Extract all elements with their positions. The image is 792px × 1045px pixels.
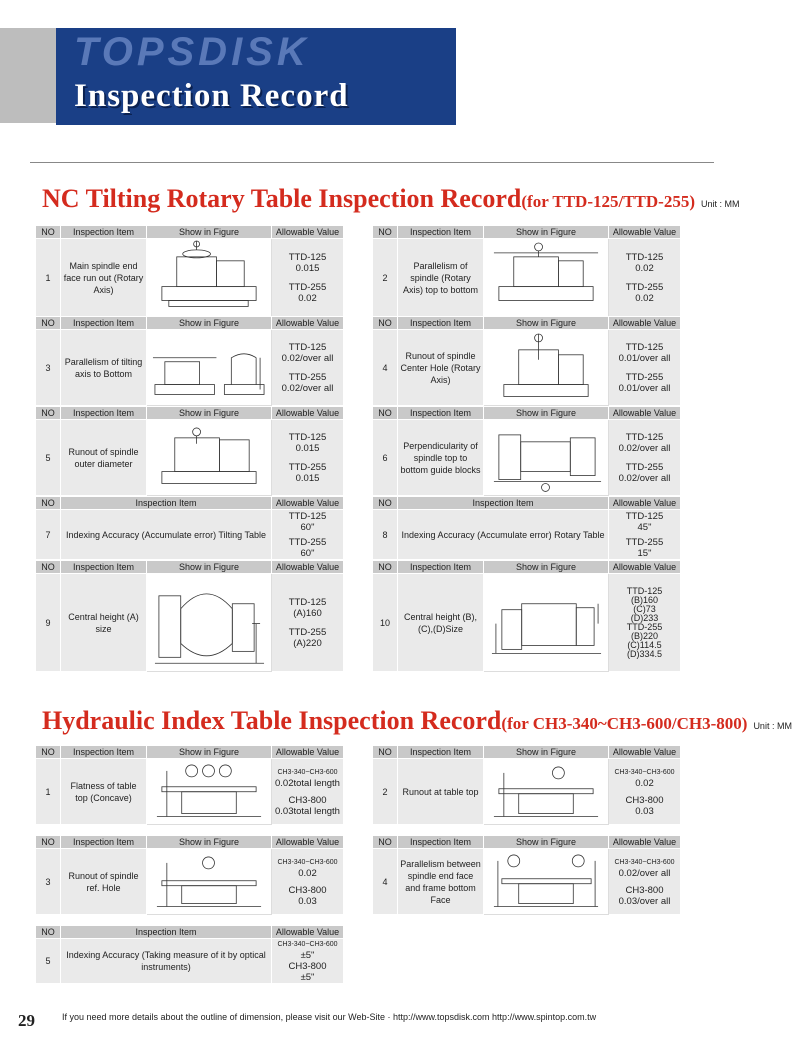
row-no: 10 [373, 574, 398, 672]
nc-title: NC Tilting Rotary Table Inspection Record [42, 184, 522, 213]
row-no: 9 [36, 574, 61, 672]
nc-table-5: NO Inspection Item Show in Figure Allowable Value 5 Runout of spindle outer diameter TTD-125 0.015 TTD-255 0.015 [35, 406, 344, 496]
figure-central-height-a [147, 574, 272, 672]
row-no: 2 [373, 239, 398, 317]
figure-flatness [147, 759, 272, 825]
row-no: 8 [373, 510, 398, 560]
figure-central-height-bcd [484, 574, 609, 672]
hy-title: Hydraulic Index Table Inspection Record [42, 706, 502, 735]
footer-text: If you need more details about the outline of dimension, please visit our Web-Site · http://www.topsdisk.com http://www.spintop.com.tw [62, 1012, 597, 1022]
hy-table-5: NO Inspection Item Allowable Value 5 Indexing Accuracy (Taking measure of it by optical instruments) CH3-340~CH3-600 ±5" CH3-800 ±5" [35, 925, 344, 984]
row-no: 1 [36, 759, 61, 825]
row-no: 5 [36, 420, 61, 496]
inspection-item: Parallelism of tilting axis to Bottom [61, 330, 147, 406]
row-no: 4 [373, 330, 398, 406]
figure-outer-diameter-runout [147, 420, 272, 496]
inspection-item: Perpendicularity of spindle top to bottom guide blocks [398, 420, 484, 496]
header-divider [30, 162, 714, 163]
col-figure: Show in Figure [147, 226, 272, 239]
figure-table-top-runout [484, 759, 609, 825]
page-number: 29 [18, 1011, 35, 1030]
row-no: 1 [36, 239, 61, 317]
nc-table-10: NO Inspection Item Show in Figure Allowable Value 10 Central height (B), (C),(D)Size TTD-125 (B)160 (C)73 (D)233 TTD-255 (B)220 (C)114.5 (D)334.5 [372, 560, 681, 672]
brand-logo: TOPSDISK [74, 30, 310, 74]
figure-end-face-parallelism [484, 849, 609, 915]
nc-subtitle: (for TTD-125/TTD-255) [521, 192, 695, 211]
inspection-item: Central height (B), (C),(D)Size [398, 574, 484, 672]
inspection-item: Central height (A) size [61, 574, 147, 672]
col-item: Inspection Item [61, 226, 147, 239]
row-no: 3 [36, 330, 61, 406]
nc-table-1: NO Inspection Item Show in Figure Allowable Value 1 Main spindle end face run out (Rotary Axis) TTD-125 0.015 TTD-255 0.02 [35, 225, 344, 317]
hy-unit: Unit : MM [753, 721, 792, 731]
figure-tilting-axis-parallelism [147, 330, 272, 406]
figure-spindle-parallelism [484, 239, 609, 317]
nc-table-2: NO Inspection Item Show in Figure Allowable Value 2 Parallelism of spindle (Rotary Axis) top to bottom TTD-125 0.02 TTD-255 0.02 [372, 225, 681, 317]
nc-table-6: NO Inspection Item Show in Figure Allowable Value 6 Perpendicularity of spindle top to bottom guide blocks TTD-125 0.02/over all TTD-255 0.02/over all [372, 406, 681, 496]
inspection-item: Main spindle end face run out (Rotary Axis) [61, 239, 147, 317]
figure-spindle-runout [147, 239, 272, 317]
inspection-item: Runout at table top [398, 759, 484, 825]
header-gray-tab [0, 28, 60, 123]
figure-ref-hole-runout [147, 849, 272, 915]
hy-table-2: NO Inspection Item Show in Figure Allowable Value 2 Runout at table top CH3-340~CH3-600 0.02 CH3-800 0.03 [372, 745, 681, 825]
page-title: Inspection Record [74, 78, 349, 114]
inspection-item: Parallelism of spindle (Rotary Axis) top to bottom [398, 239, 484, 317]
nc-table-3: NO Inspection Item Show in Figure Allowable Value 3 Parallelism of tilting axis to Bottom TTD-125 0.02/over all TTD-255 0.02/over all [35, 316, 344, 406]
col-no: NO [36, 226, 61, 239]
hy-table-1: NO Inspection Item Show in Figure Allowable Value 1 Flatness of table top (Concave) CH3-340~CH3-600 0.02total length CH3-800 0.03total length [35, 745, 344, 825]
row-no: 3 [36, 849, 61, 915]
nc-table-8: NO Inspection Item Allowable Value 8 Indexing Accuracy (Accumulate error) Rotary Table TTD-125 45" TTD-255 15" [372, 496, 681, 560]
figure-center-hole-runout [484, 330, 609, 406]
row-no: 2 [373, 759, 398, 825]
nc-table-4: NO Inspection Item Show in Figure Allowable Value 4 Runout of spindle Center Hole (Rotary Axis) TTD-125 0.01/over all TTD-255 0.01/over all [372, 316, 681, 406]
hy-subtitle: (for CH3-340~CH3-600/CH3-800) [501, 714, 748, 733]
nc-table-9: NO Inspection Item Show in Figure Allowable Value 9 Central height (A) size TTD-125 (A)160 TTD-255 (A)220 [35, 560, 344, 672]
hy-section-title [42, 706, 792, 736]
col-allow: Allowable Value [272, 226, 344, 239]
inspection-item: Indexing Accuracy (Accumulate error) Tilting Table [61, 510, 272, 560]
inspection-item: Indexing Accuracy (Accumulate error) Rotary Table [398, 510, 609, 560]
inspection-item: Runout of spindle outer diameter [61, 420, 147, 496]
nc-section-title [42, 184, 740, 214]
inspection-item: Runout of spindle Center Hole (Rotary Axis) [398, 330, 484, 406]
inspection-item: Parallelism between spindle end face and frame bottom Face [398, 849, 484, 915]
nc-table-7: NO Inspection Item Allowable Value 7 Indexing Accuracy (Accumulate error) Tilting Table TTD-125 60" TTD-255 60" [35, 496, 344, 560]
row-no: 4 [373, 849, 398, 915]
row-no: 5 [36, 939, 61, 984]
hy-table-4: NO Inspection Item Show in Figure Allowable Value 4 Parallelism between spindle end face and frame bottom Face CH3-340~CH3-600 0.02/over all CH3-800 0.03/over all [372, 835, 681, 915]
nc-unit: Unit : MM [701, 199, 740, 209]
row-no: 7 [36, 510, 61, 560]
figure-perpendicularity [484, 420, 609, 496]
hy-table-3: NO Inspection Item Show in Figure Allowable Value 3 Runout of spindle ref. Hole CH3-340~CH3-600 0.02 CH3-800 0.03 [35, 835, 344, 915]
inspection-item: Indexing Accuracy (Taking measure of it by optical instruments) [61, 939, 272, 984]
inspection-item: Flatness of table top (Concave) [61, 759, 147, 825]
inspection-item: Runout of spindle ref. Hole [61, 849, 147, 915]
row-no: 6 [373, 420, 398, 496]
header-banner [56, 28, 456, 125]
